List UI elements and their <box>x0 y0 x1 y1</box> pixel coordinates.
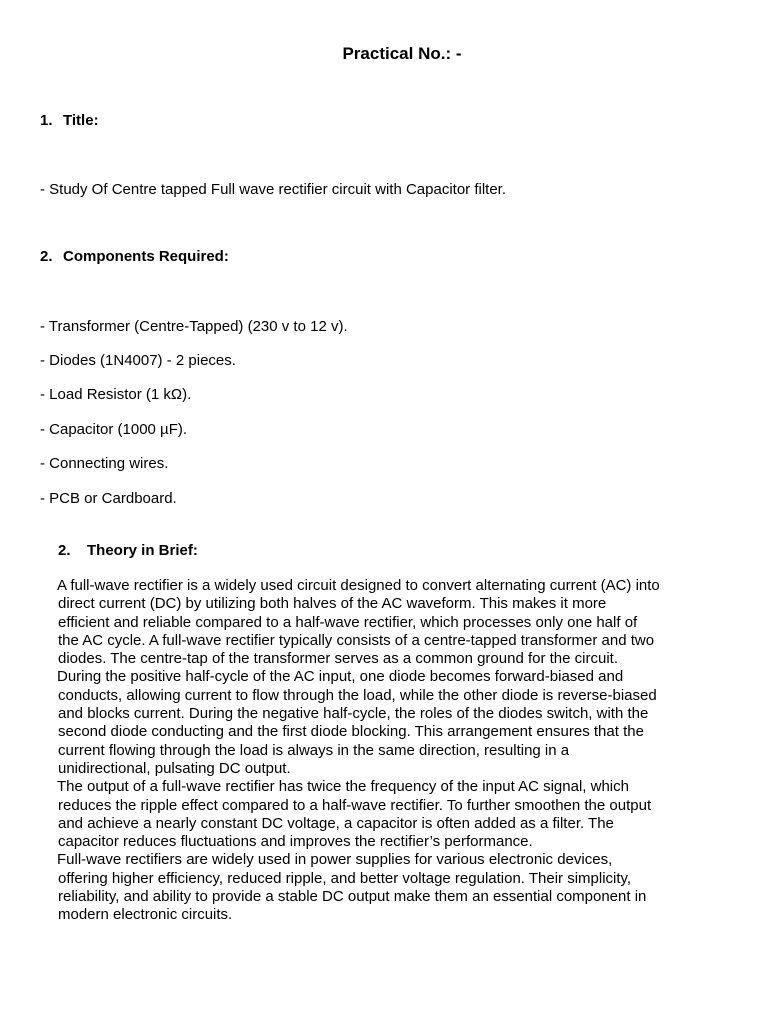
theory-line: A full-wave rectifier is a widely used circuit designed to convert alternating current (AC) into <box>57 577 660 594</box>
theory-line: unidirectional, pulsating DC output. <box>58 759 291 777</box>
theory-line: Full-wave rectifiers are widely used in power supplies for various electronic devices, <box>57 851 613 869</box>
section-heading-label: Theory in Brief: <box>87 542 198 559</box>
theory-line: modern electronic circuits. <box>58 906 233 924</box>
section-number: 1. <box>40 112 53 129</box>
theory-line: and blocks current. During the negative half-cycle, the roles of the diodes switch, with the <box>58 705 649 723</box>
theory-line: current flowing through the load is always in the same direction, resulting in a <box>58 741 570 759</box>
component-item: - Capacitor (1000 µF). <box>40 421 188 438</box>
theory-line: reduces the ripple effect compared to a half-wave rectifier. To further smoothen the output <box>58 796 652 814</box>
theory-line: During the positive half-cycle of the AC input, one diode becomes forward-biased and <box>57 668 624 686</box>
section-heading-title <box>40 111 99 131</box>
theory-line: offering higher efficiency, reduced ripple, and better voltage regulation. Their simplicity, <box>58 869 632 887</box>
section-number: 2. <box>58 542 71 559</box>
page-title: Practical No.: - <box>342 44 462 63</box>
component-item: - PCB or Cardboard. <box>40 490 177 507</box>
theory-line: reliability, and ability to provide a stable DC output make them an essential component in <box>58 888 647 906</box>
section-heading-label: Title: <box>63 112 99 129</box>
theory-line: efficient and reliable compared to a half-wave rectifier, which processes only one half of <box>58 613 638 631</box>
theory-line: conducts, allowing current to flow through the load, while the other diode is reverse-biased <box>58 686 657 704</box>
theory-line: capacitor reduces fluctuations and improves the rectifier’s performance. <box>58 833 533 851</box>
component-item: - Connecting wires. <box>40 455 169 472</box>
title-text: - Study Of Centre tapped Full wave rectifier circuit with Capacitor filter. <box>40 181 507 198</box>
theory-line: The output of a full-wave rectifier has twice the frequency of the input AC signal, which <box>57 778 629 796</box>
component-item: - Load Resistor (1 kΩ). <box>40 386 192 403</box>
theory-line: diodes. The centre-tap of the transformer serves as a common ground for the circuit. <box>58 650 618 668</box>
theory-line: second diode conducting and the first diode blocking. This arrangement ensures that the <box>58 723 644 741</box>
section-heading-theory <box>58 541 198 561</box>
theory-line: and achieve a nearly constant DC voltage, a capacitor is often added as a filter. The <box>58 814 614 832</box>
section-heading-label: Components Required: <box>63 248 229 265</box>
section-number: 2. <box>40 248 53 265</box>
component-item: - Transformer (Centre-Tapped) (230 v to 12 v). <box>40 318 348 335</box>
section-heading-components <box>40 247 229 267</box>
theory-line: direct current (DC) by utilizing both halves of the AC waveform. This makes it more <box>58 595 607 613</box>
theory-body <box>57 577 697 925</box>
theory-line: the AC cycle. A full-wave rectifier typically consists of a centre-tapped transformer and two <box>58 631 655 649</box>
component-item: - Diodes (1N4007) - 2 pieces. <box>40 352 236 369</box>
